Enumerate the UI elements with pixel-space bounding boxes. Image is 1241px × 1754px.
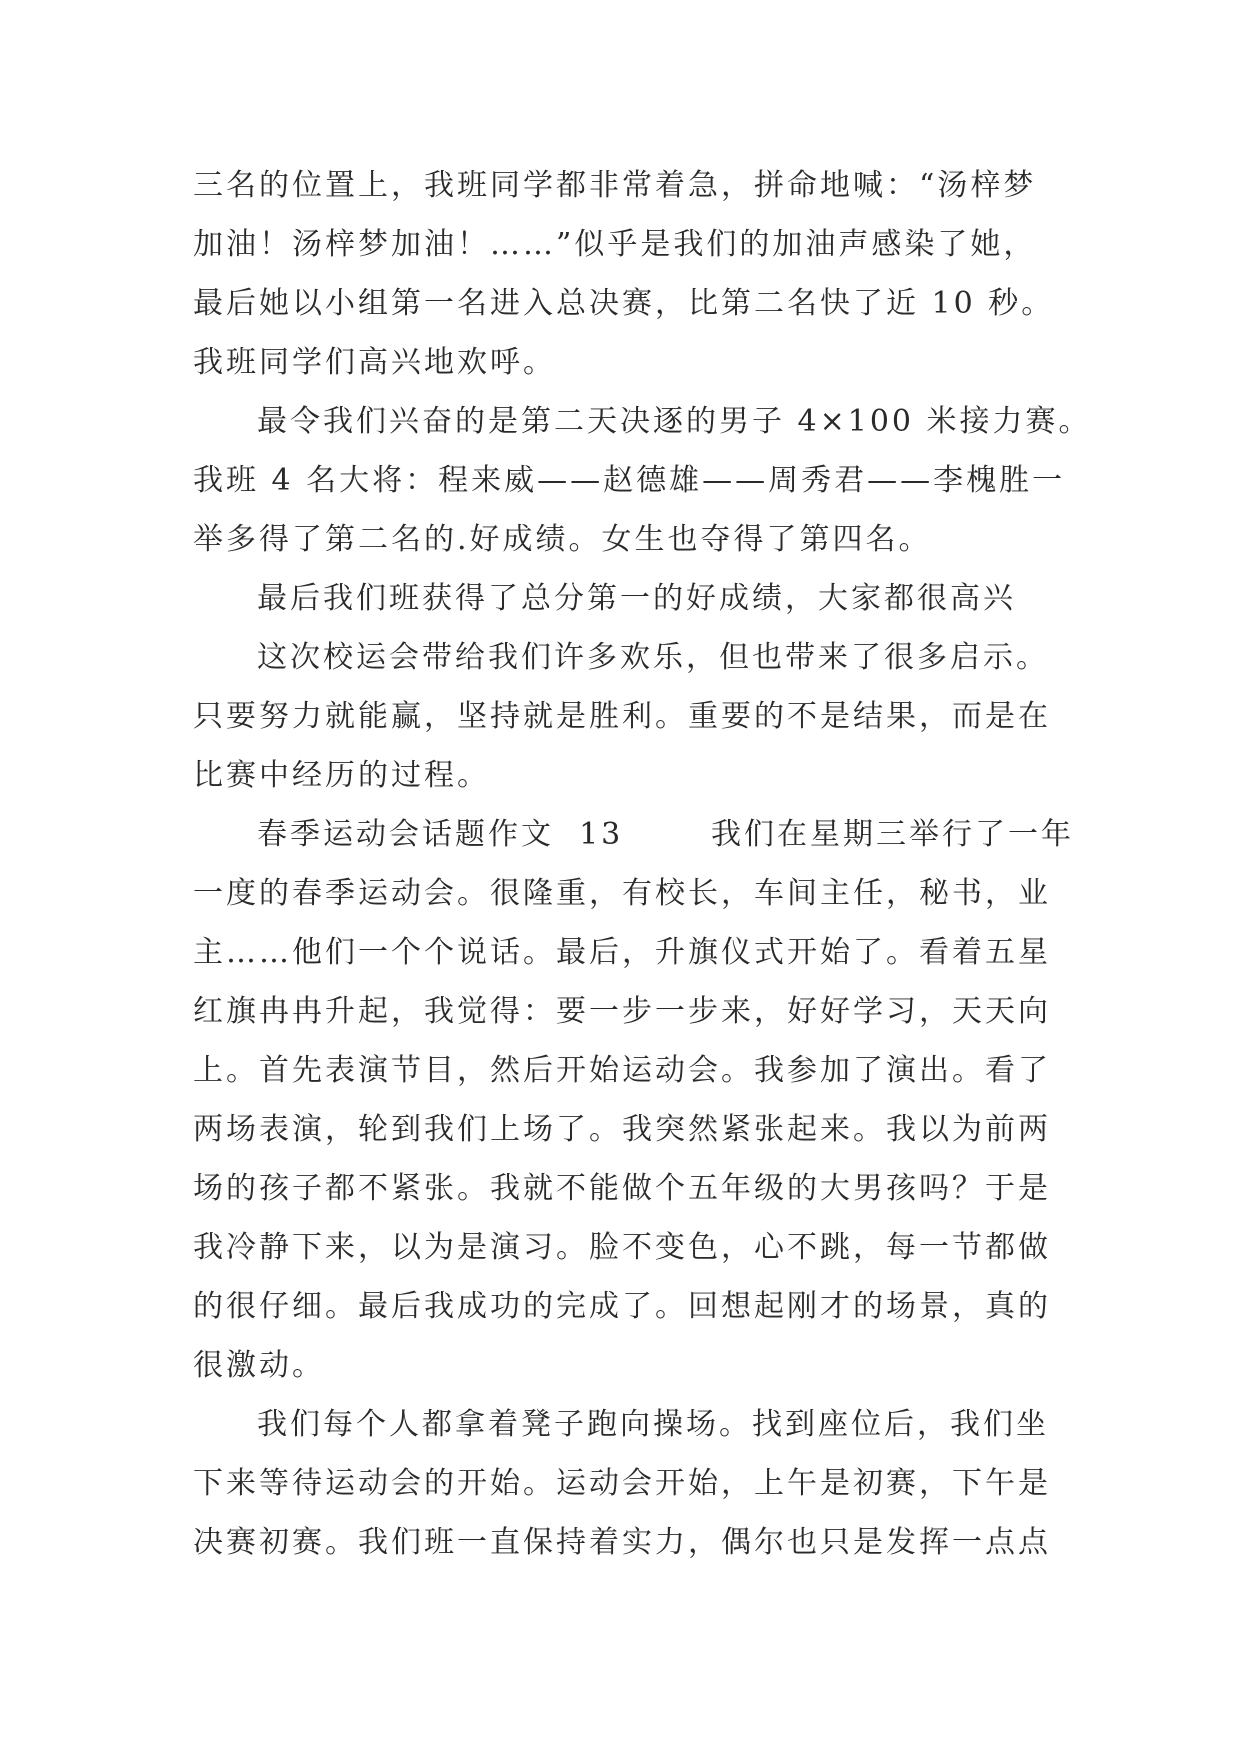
text-line: 我班 4 名大将：程来威——赵德雄——周秀君——李槐胜一 [193, 463, 1066, 498]
text-line: 春季运动会话题作文 13 我们在星期三举行了一年 [257, 817, 1074, 852]
text-line: 主……他们一个个说话。最后，升旗仪式开始了。看着五星 [193, 935, 1051, 970]
text-line: 决赛初赛。我们班一直保持着实力，偶尔也只是发挥一点点 [193, 1525, 1051, 1560]
text-line: 加油！汤梓梦加油！……”似乎是我们的加油声感染了她， [193, 227, 1037, 262]
text-line: 很激动。 [193, 1348, 325, 1383]
text-line: 比赛中经历的过程。 [193, 758, 490, 793]
text-line: 这次校运会带给我们许多欢乐，但也带来了很多启示。 [257, 640, 1049, 675]
text-line: 最后我们班获得了总分第一的好成绩，大家都很高兴 [257, 581, 1016, 616]
text-line: 上。首先表演节目，然后开始运动会。我参加了演出。看了 [193, 1053, 1051, 1088]
text-line: 的很仔细。最后我成功的完成了。回想起刚才的场景，真的 [193, 1289, 1051, 1324]
text-line: 两场表演，轮到我们上场了。我突然紧张起来。我以为前两 [193, 1112, 1051, 1147]
text-line: 我们每个人都拿着凳子跑向操场。找到座位后，我们坐 [257, 1407, 1049, 1442]
text-line: 红旗冉冉升起，我觉得：要一步一步来，好好学习，天天向 [193, 994, 1051, 1029]
text-line: 最后她以小组第一名进入总决赛，比第二名快了近 10 秒。 [193, 286, 1055, 321]
text-line: 最令我们兴奋的是第二天决逐的男子 4×100 米接力赛。 [257, 404, 1092, 439]
text-line: 只要努力就能赢，坚持就是胜利。重要的不是结果，而是在 [193, 699, 1051, 734]
text-line: 三名的位置上，我班同学都非常着急，拼命地喊：“汤梓梦 [193, 168, 1037, 203]
document-body [193, 156, 1092, 1572]
text-line: 场的孩子都不紧张。我就不能做个五年级的大男孩吗？于是 [193, 1171, 1051, 1206]
text-line: 举多得了第二名的.好成绩。女生也夺得了第四名。 [193, 522, 932, 557]
text-line: 一度的春季运动会。很隆重，有校长，车间主任，秘书，业 [193, 876, 1051, 911]
text-line: 我班同学们高兴地欢呼。 [193, 345, 556, 380]
text-line: 我冷静下来，以为是演习。脸不变色，心不跳，每一节都做 [193, 1230, 1051, 1265]
text-line: 下来等待运动会的开始。运动会开始，上午是初赛，下午是 [193, 1466, 1051, 1501]
